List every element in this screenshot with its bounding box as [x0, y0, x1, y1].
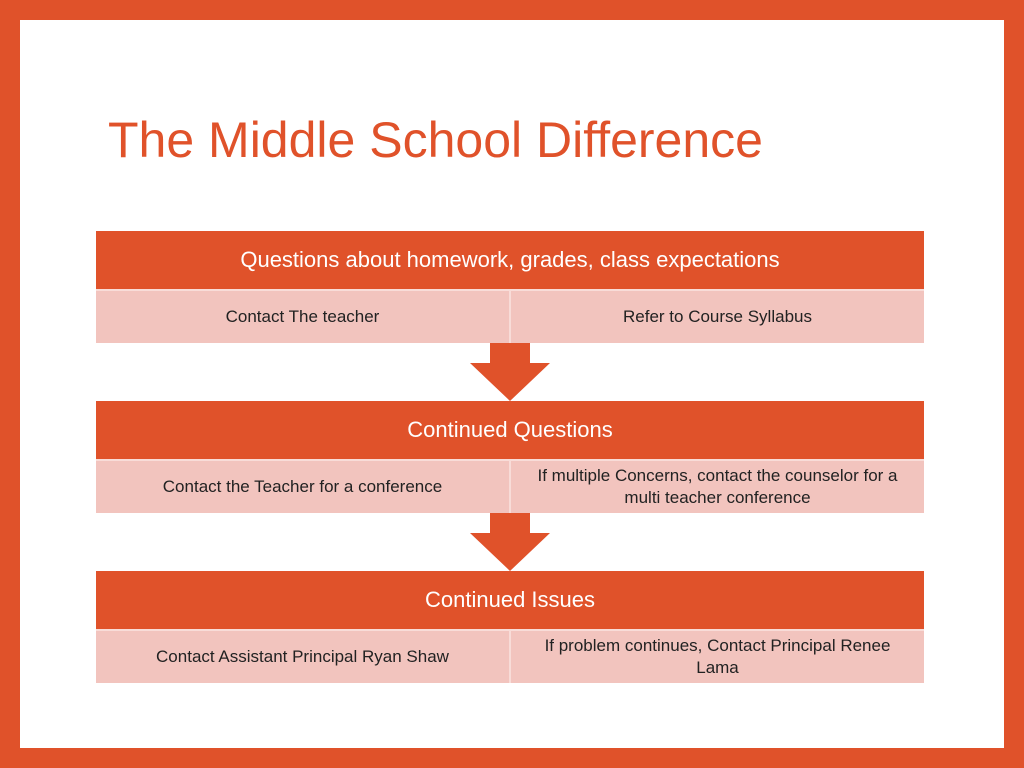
step-1-left-cell: Contact The teacher: [225, 307, 380, 326]
step-3-header: Continued Issues: [96, 571, 924, 629]
slide: [20, 20, 1004, 748]
step-1-row: [96, 289, 924, 343]
step-2-header: Continued Questions: [96, 401, 924, 459]
step-1-right-cell: Refer to Course Syllabus: [509, 291, 924, 343]
flow-step-2: [96, 401, 924, 513]
flow-step-3: [96, 571, 924, 683]
step-3-right-cell: If problem continues, Contact Principal Renee Lama: [509, 631, 924, 683]
flow-step-1: [96, 231, 924, 343]
down-arrow-icon: [470, 343, 550, 401]
step-2-row: [96, 459, 924, 513]
step-3-left-cell: Contact Assistant Principal Ryan Shaw: [156, 647, 449, 666]
step-1-header: Questions about homework, grades, class expectations: [96, 231, 924, 289]
down-arrow-icon: [470, 513, 550, 571]
slide-title: The Middle School Difference: [108, 112, 763, 168]
step-2-right-cell: If multiple Concerns, contact the counselor for a multi teacher conference: [509, 461, 924, 513]
step-2-left-cell: Contact the Teacher for a conference: [162, 477, 443, 496]
step-3-row: [96, 629, 924, 683]
